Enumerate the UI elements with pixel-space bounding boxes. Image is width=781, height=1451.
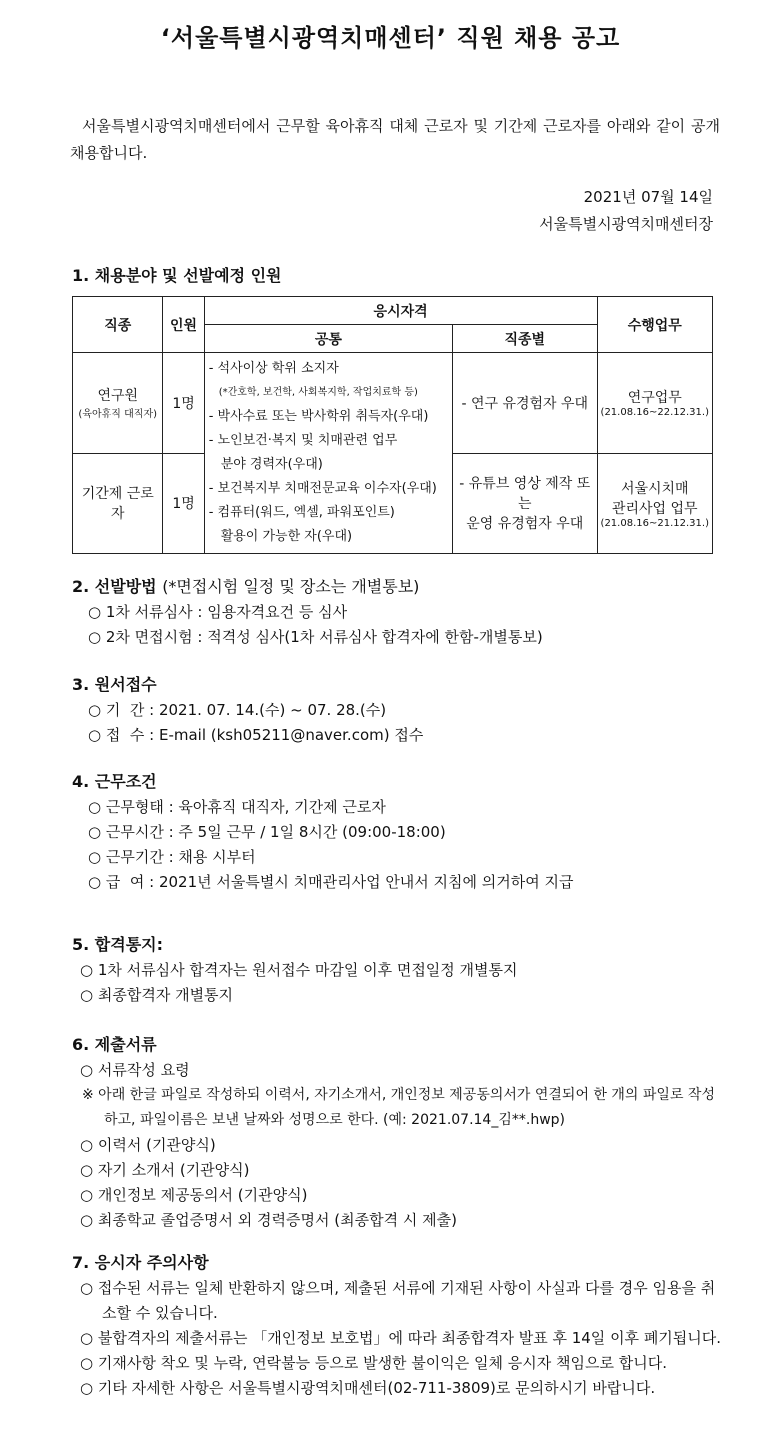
list-item: ○ 기재사항 착오 및 누락, 연락불능 등으로 발생한 불이익은 일체 응시자 책임으로 합니다.	[80, 1354, 667, 1372]
intro-paragraph: 서울특별시광역치매센터에서 근무할 육아휴직 대체 근로자 및 기간제 근로자를 아래와 같이 공개 채용합니다.	[70, 117, 720, 162]
row2-duty-period: (21.08.16~21.12.31.)	[600, 517, 709, 529]
header-duty: 수행업무	[597, 297, 712, 353]
section-2-note: (*면접시험 일정 및 장소는 개별통보)	[162, 577, 420, 596]
list-item: ○ 근무시간 : 주 5일 근무 / 1일 8시간 (09:00-18:00)	[88, 823, 446, 841]
writing-guide-note: ※ 아래 한글 파일로 작성하되 이력서, 자기소개서, 개인정보 제공동의서가 연결되어 한 개의 파일로 작성하고, 파일이름은 보낸 날짜와 성명으로 한다. (예: 2021.07.14_김**.hwp)	[82, 1087, 715, 1128]
row2-count: 1명	[163, 453, 204, 554]
list-item: ○ 기타 자세한 사항은 서울특별시광역치매센터(02-711-3809)로 문의하시기 바랍니다.	[80, 1379, 656, 1397]
row1-duty-title: 연구업무	[627, 390, 682, 407]
list-item: ○ 근무형태 : 육아휴직 대직자, 기간제 근로자	[88, 798, 386, 816]
section-1	[72, 263, 722, 289]
header-qualification: 응시자격	[204, 297, 597, 325]
list-item: ○ 불합격자의 제출서류는 「개인정보 보호법」에 따라 최종합격자 발표 후 14일 이후 폐기됩니다.	[80, 1329, 722, 1347]
list-item: ○ 개인정보 제공동의서 (기관양식)	[80, 1186, 308, 1204]
header-count: 인원	[163, 297, 204, 353]
common-qual-2: - 박사수료 또는 박사학위 취득자(우대)	[208, 409, 429, 424]
section-7	[72, 1250, 722, 1401]
common-qual-3: - 노인보건·복지 및 치매관련 업무	[208, 433, 398, 448]
row1-duty	[597, 353, 712, 454]
list-item: ○ 자기 소개서 (기관양식)	[80, 1161, 250, 1179]
common-qualifications	[204, 353, 452, 554]
section-5-heading: 5. 합격통지:	[72, 935, 164, 954]
row2-duty-line1: 서울시치매	[620, 480, 689, 497]
row2-job: 기간제 근로자	[73, 453, 163, 554]
list-item: ○ 서류작성 요령	[80, 1061, 190, 1079]
list-item: ○ 기 간 : 2021. 07. 14.(수) ~ 07. 28.(수)	[88, 701, 387, 719]
list-item: ○ 1차 서류심사 합격자는 원서접수 마감일 이후 면접일정 개별통지	[80, 961, 518, 979]
section-3	[72, 672, 722, 748]
list-item: ○ 1차 서류심사 : 임용자격요건 등 심사	[88, 603, 348, 621]
announcement-date: 2021년 07월 14일	[583, 188, 713, 206]
row1-count: 1명	[163, 353, 204, 454]
page-title: ‘서울특별시광역치매센터’ 직원 채용 공고	[160, 24, 621, 52]
recruitment-table	[72, 296, 713, 554]
section-1-heading: 1. 채용분야 및 선발예정 인원	[72, 266, 282, 285]
common-qual-5-cont: 활용이 가능한 자(우대)	[220, 529, 353, 544]
header-byjob: 직종별	[453, 325, 597, 353]
row1-job	[73, 353, 163, 454]
list-item: ○ 급 여 : 2021년 서울특별시 치매관리사업 안내서 지침에 의거하여 지급	[88, 873, 574, 891]
row2-duty	[597, 453, 712, 554]
row1-job-title: 연구원	[97, 388, 139, 405]
common-qual-1: - 석사이상 학위 소지자	[208, 361, 339, 376]
section-5	[72, 932, 722, 1008]
row1-duty-period: (21.08.16~22.12.31.)	[600, 407, 709, 419]
section-6-heading: 6. 제출서류	[72, 1035, 157, 1054]
row1-byjob: - 연구 유경험자 우대	[453, 353, 597, 454]
section-6	[72, 1032, 722, 1233]
list-item: ○ 이력서 (기관양식)	[80, 1136, 216, 1154]
issuer: 서울특별시광역치매센터장	[539, 215, 713, 233]
row2-duty-line2: 관리사업 업무	[611, 500, 698, 517]
list-item: ○ 2차 면접시험 : 적격성 심사(1차 서류심사 합격자에 한함-개별통보)	[88, 628, 543, 646]
list-item: ○ 최종합격자 개별통지	[80, 986, 234, 1004]
row2-byjob-line2: 운영 유경험자 우대	[466, 516, 584, 533]
common-qual-1-sub: (*간호학, 보건학, 사회복지학, 작업치료학 등)	[218, 387, 418, 398]
section-4-heading: 4. 근무조건	[72, 772, 157, 791]
section-3-heading: 3. 원서접수	[72, 675, 157, 694]
date-block	[539, 184, 713, 238]
row1-job-sub: (육아휴직 대직자)	[78, 409, 158, 421]
list-item: ○ 접 수 : E-mail (ksh05211@naver.com) 접수	[88, 726, 424, 744]
list-item: ○ 접수된 서류는 일체 반환하지 않으며, 제출된 서류에 기재된 사항이 사실과 다를 경우 임용을 취소할 수 있습니다.	[80, 1279, 716, 1322]
row2-byjob	[453, 453, 597, 554]
header-common: 공통	[204, 325, 452, 353]
row2-byjob-line1: - 유튜브 영상 제작 또는	[459, 476, 591, 513]
section-4	[72, 769, 722, 895]
section-2-title: 2. 선발방법	[72, 577, 157, 596]
list-item: ○ 최종학교 졸업증명서 외 경력증명서 (최종합격 시 제출)	[80, 1211, 457, 1229]
section-7-heading: 7. 응시자 주의사항	[72, 1253, 209, 1272]
list-item: ○ 근무기간 : 채용 시부터	[88, 848, 256, 866]
common-qual-3-cont: 분야 경력자(우대)	[220, 457, 323, 472]
section-2-heading	[72, 574, 722, 600]
header-job: 직종	[73, 297, 163, 353]
common-qual-4: - 보건복지부 치매전문교육 이수자(우대)	[208, 481, 437, 496]
common-qual-5: - 컴퓨터(워드, 엑셀, 파워포인트)	[208, 505, 395, 520]
section-2	[72, 574, 722, 650]
